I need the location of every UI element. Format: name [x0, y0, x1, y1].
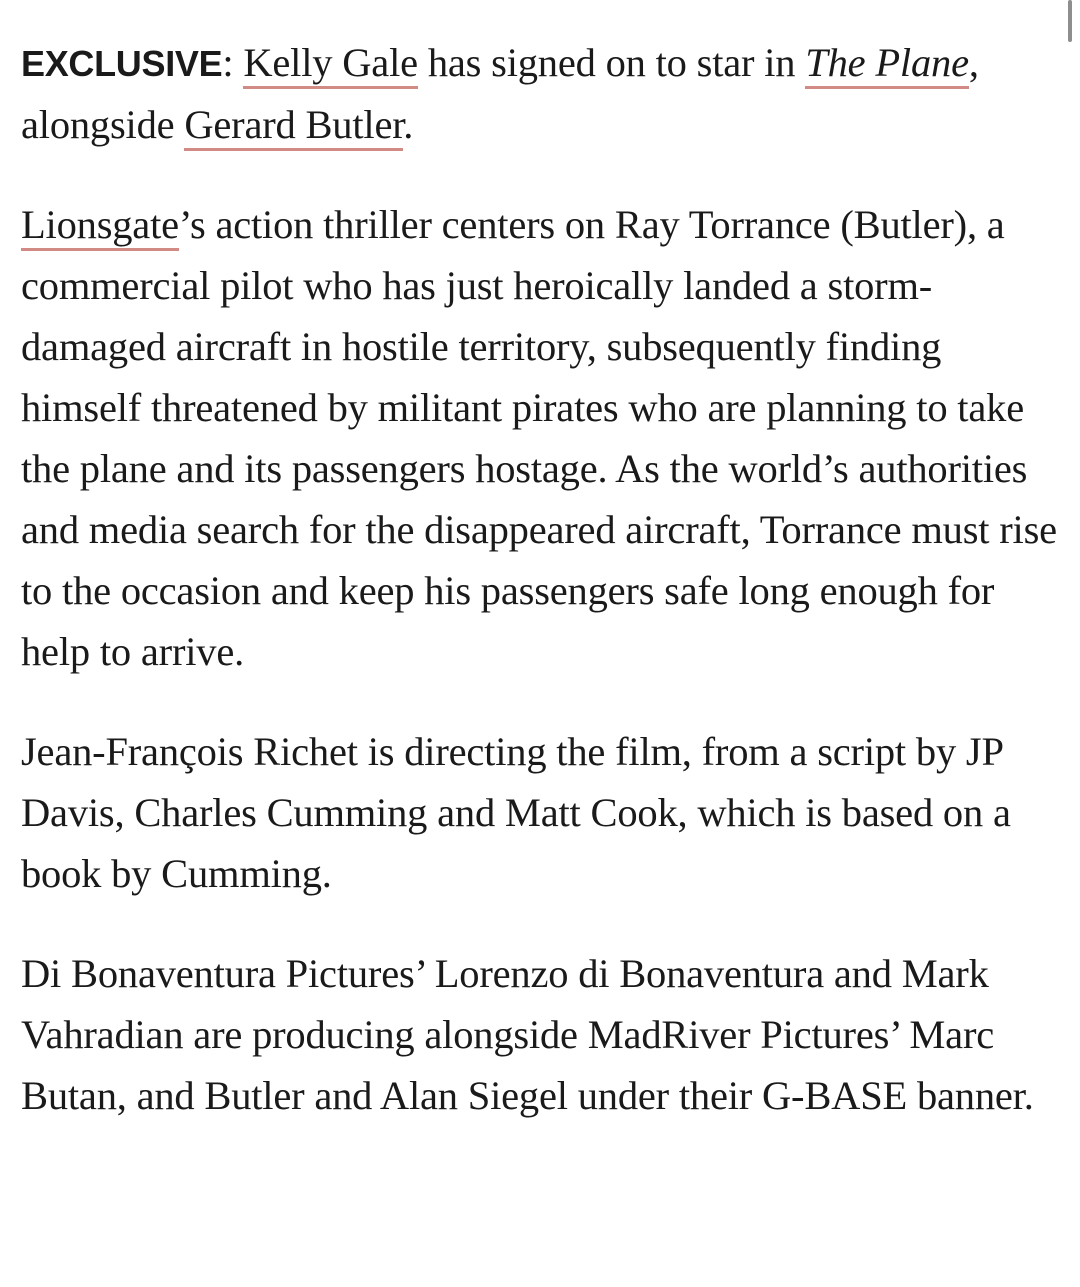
link-lionsgate[interactable]: Lionsgate — [21, 202, 179, 251]
paragraph-text: , alongside — [21, 40, 979, 147]
paragraph-exclusive — [21, 32, 1066, 155]
link-kelly-gale[interactable]: Kelly Gale — [243, 40, 418, 89]
paragraph-synopsis — [21, 194, 1066, 682]
paragraph-producers: Di Bonaventura Pictures’ Lorenzo di Bonaventura and Mark Vahradian are producing alongside MadRiver Pictures’ Marc Butan, and Butler and Alan Siegel under their G-BASE banner. — [21, 951, 1034, 1118]
link-the-plane[interactable]: The Plane — [805, 40, 969, 89]
scroll-indicator[interactable] — [1068, 0, 1072, 42]
paragraph-text: . — [403, 102, 414, 147]
paragraph-director: Jean-François Richet is directing the film, from a script by JP Davis, Charles Cumming and Matt Cook, which is based on a book by Cumming. — [21, 729, 1011, 896]
paragraph-text: ’s action thriller centers on Ray Torrance (Butler), a commercial pilot who has just heroically landed a storm-damaged aircraft in hostile territory, subsequently finding himself threatened by militant pirates who are planning to take the plane and its passengers hostage. As the world’s authorities and media search for the disappeared aircraft, Torrance must rise to the occasion and keep his passengers safe long enough for help to arrive. — [21, 202, 1057, 674]
exclusive-separator: : — [222, 40, 244, 85]
link-gerard-butler[interactable]: Gerard Butler — [184, 102, 403, 151]
paragraph-text: has signed on to star in — [417, 40, 806, 85]
exclusive-label: EXCLUSIVE — [21, 43, 223, 84]
article-body — [21, 32, 1066, 1165]
